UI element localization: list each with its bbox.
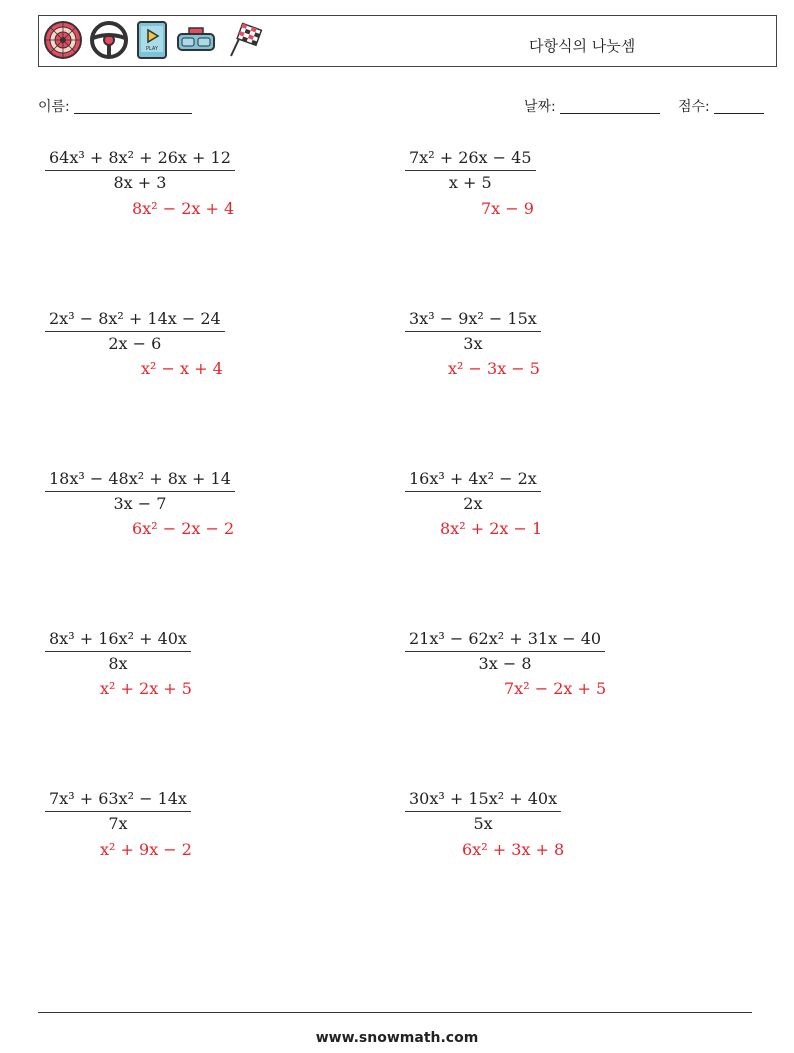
answer-3: x² − x + 4 (141, 359, 223, 378)
dartboard-icon (43, 20, 83, 60)
score-label: 점수: (678, 99, 710, 115)
fraction (405, 309, 541, 353)
denominator: 3x − 8 (405, 651, 605, 673)
fraction (405, 469, 541, 513)
problem-1 (45, 148, 235, 192)
fraction (45, 309, 225, 353)
denominator: x + 5 (405, 170, 536, 192)
numerator: 18x³ − 48x² + 8x + 14 (49, 469, 231, 488)
problem-7 (45, 629, 191, 673)
fraction (45, 469, 235, 513)
tablet-play-icon (135, 20, 169, 60)
answer-10: 6x² + 3x + 8 (462, 840, 565, 859)
problem-9 (45, 789, 191, 833)
numerator: 64x³ + 8x² + 26x + 12 (49, 148, 231, 167)
answer-5: 6x² − 2x − 2 (132, 519, 235, 538)
steering-wheel-icon (89, 20, 129, 60)
numerator: 21x³ − 62x² + 31x − 40 (409, 629, 602, 648)
denominator: 7x (45, 811, 191, 833)
answer-7: x² + 2x + 5 (100, 679, 192, 698)
numerator: 16x³ + 4x² − 2x (409, 469, 537, 488)
problem-6 (405, 469, 541, 513)
header-icons (43, 20, 265, 60)
denominator: 3x − 7 (45, 491, 235, 513)
name-label: 이름: (38, 99, 70, 115)
fraction (45, 629, 191, 673)
fraction (45, 789, 191, 833)
problem-5 (45, 469, 235, 513)
problem-2 (405, 148, 536, 192)
problem-8 (405, 629, 605, 673)
fraction (45, 148, 235, 192)
date-field (524, 96, 660, 116)
denominator: 8x (45, 651, 191, 673)
play-text: PLAY (145, 46, 159, 52)
footer-divider (38, 1012, 752, 1013)
problem-3 (45, 309, 225, 353)
footer-url: www.snowmath.com (315, 1030, 479, 1046)
score-blank (714, 99, 764, 114)
denominator: 8x + 3 (45, 170, 235, 192)
numerator: 7x² + 26x − 45 (409, 148, 532, 167)
answer-6: 8x² + 2x − 1 (440, 519, 543, 538)
worksheet-title: 다항식의 나눗셈 (529, 37, 636, 55)
fraction (405, 148, 536, 192)
answer-2: 7x − 9 (481, 199, 534, 218)
checkered-flag-icon (223, 20, 265, 60)
denominator: 5x (405, 811, 561, 833)
answer-1: 8x² − 2x + 4 (132, 199, 235, 218)
denominator: 2x − 6 (45, 331, 225, 353)
answer-4: x² − 3x − 5 (448, 359, 540, 378)
problem-10 (405, 789, 561, 833)
numerator: 3x³ − 9x² − 15x (409, 309, 537, 328)
fraction (405, 789, 561, 833)
score-field (678, 96, 764, 116)
vr-headset-icon (175, 20, 217, 60)
numerator: 2x³ − 8x² + 14x − 24 (49, 309, 221, 328)
denominator: 2x (405, 491, 541, 513)
numerator: 7x³ + 63x² − 14x (49, 789, 187, 808)
answer-8: 7x² − 2x + 5 (504, 679, 607, 698)
date-blank (560, 99, 660, 114)
name-blank (74, 99, 192, 114)
fraction (405, 629, 605, 673)
worksheet-header (38, 15, 777, 67)
denominator: 3x (405, 331, 541, 353)
name-field (38, 96, 192, 116)
numerator: 30x³ + 15x² + 40x (409, 789, 558, 808)
date-label: 날짜: (524, 99, 556, 115)
numerator: 8x³ + 16x² + 40x (49, 629, 187, 648)
problem-4 (405, 309, 541, 353)
answer-9: x² + 9x − 2 (100, 840, 192, 859)
